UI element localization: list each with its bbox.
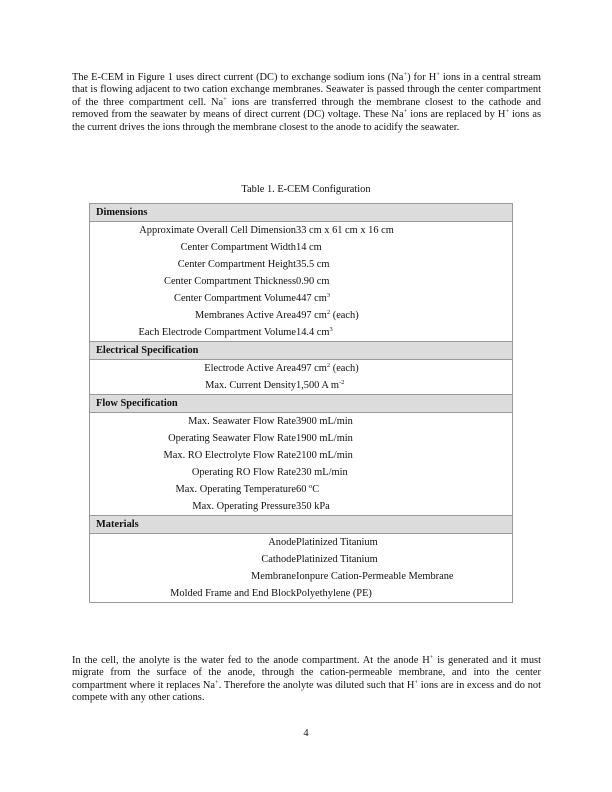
section-header-flow: Flow Specification xyxy=(90,395,513,413)
table-row: Max. Operating Temperature 60 $^o$C xyxy=(175,483,320,495)
table-row: Membrane Ionpure Cation-Permeable Membrane xyxy=(250,571,454,582)
page-number: 4 xyxy=(303,728,309,739)
section-header-electrical: Electrical Specification xyxy=(90,342,513,360)
table-row: Operating RO Flow Rate 230 mL/min xyxy=(191,467,348,478)
intro-paragraph: The E-CEM in Figure 1 uses direct current (DC) to exchange sodium ions (Na+) for H+ ions in a central stream that is flowing adjacent to two cation exchange membranes. Seawater is passed through the center compartment of the three compartment cell. Na+ ions are transferred through the membrane closest to the cathode and removed from the seawater by means of direct current (DC) voltage. These Na+ ions are replaced by H+ ions as the current drives the ions through the membrane closest to the anode to acidify the seawater. xyxy=(72,71,542,133)
table-row: Max. Current Density 1,500 A $m^{-2}$ xyxy=(205,379,345,391)
table-row: Center Compartment Volume 447 $cm^3$ xyxy=(174,292,331,304)
table-row: Membranes Active Area 497 $cm^2$ (each) xyxy=(195,309,359,321)
table-caption: Table 1. E-CEM Configuration xyxy=(241,184,371,195)
table-row: Center Compartment Height 35.5 cm xyxy=(177,259,330,270)
section-header-dimensions: Dimensions xyxy=(90,204,513,222)
table-row: Max. RO Electrolyte Flow Rate 2100 mL/min xyxy=(163,450,353,461)
table-row: Operating Seawater Flow Rate 1900 mL/min xyxy=(168,433,353,444)
table-row: Max. Seawater Flow Rate 3900 mL/min xyxy=(188,416,353,427)
closing-paragraph: In the cell, the anolyte is the water fed to the anode compartment. At the anode H+ is generated and it must migrate from the surface of the anode, through the cation-permeable membrane, and into the center compartment where it replaces Na+. Therefore the anolyte was diluted such that H+ ions are in excess and do not compete with any other cations. xyxy=(72,654,541,704)
section-header-materials: Materials xyxy=(90,516,513,534)
table-row: Electrode Active Area 497 $cm^2$ (each) xyxy=(204,362,359,374)
table-row: Cathode Platinized Titanium xyxy=(261,554,378,565)
table-row: Anode Platinized Titanium xyxy=(268,537,378,548)
table-row: Center Compartment Width 14 cm xyxy=(180,242,322,253)
table-row: Max. Operating Pressure 350 kPa xyxy=(192,501,330,512)
table-row: Center Compartment Thickness 0.90 cm xyxy=(164,276,330,287)
table-row: Approximate Overall Cell Dimension 33 cm x 61 cm x 16 cm xyxy=(139,225,394,236)
table-row: Each Electrode Compartment Volume 14.4 $cm^3$ xyxy=(138,326,333,338)
config-table xyxy=(89,203,513,603)
table-row: Molded Frame and End Block Polyethylene (PE) xyxy=(170,588,372,599)
